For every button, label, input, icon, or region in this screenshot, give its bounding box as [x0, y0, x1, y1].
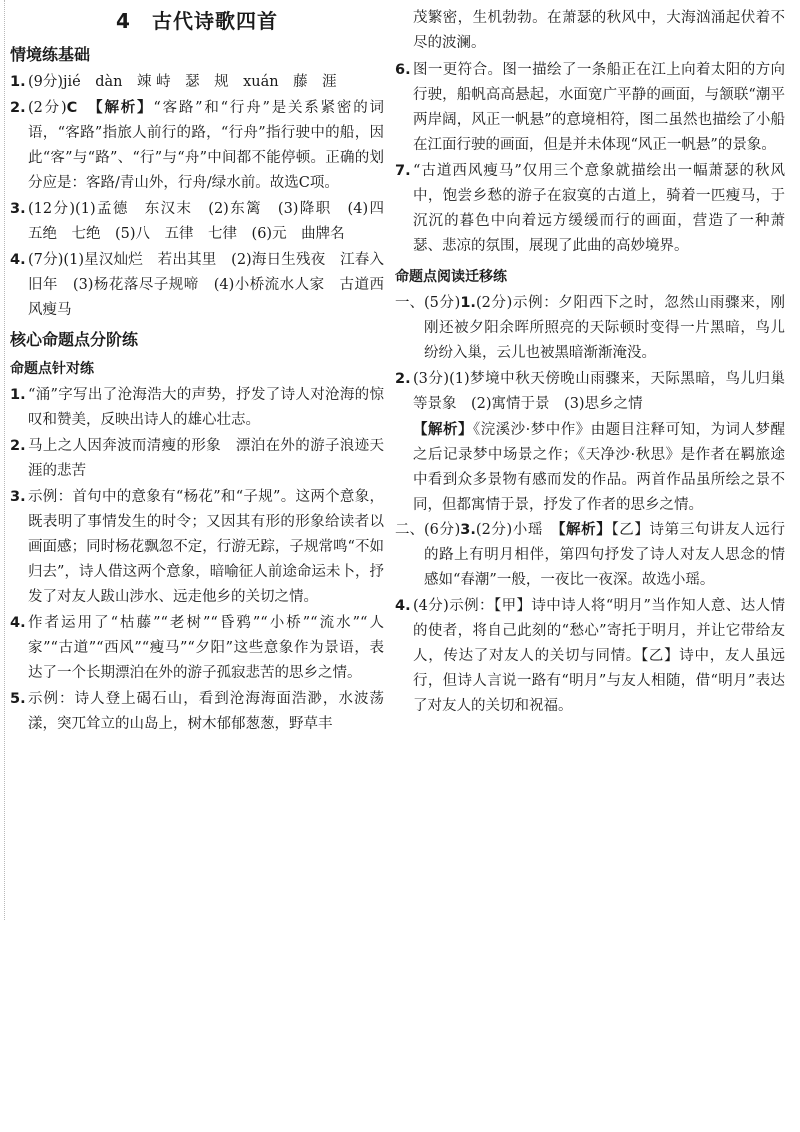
column-divider — [4, 0, 5, 920]
item-number: 4. — [395, 598, 411, 614]
item-number: 5. — [10, 691, 26, 707]
subsection-heading-transfer: 命题点阅读迁移练 — [395, 269, 507, 285]
answer-item — [395, 159, 785, 259]
score-label: (5分) — [424, 295, 461, 311]
item-number: 1. — [10, 387, 26, 403]
answer-item — [10, 611, 384, 686]
answer-item — [10, 70, 384, 95]
item-text: (12分)(1)孟德 东汉末 (2)东篱 (3)降职 (4)四 五绝 七绝 (5)八 五律 七律 (6)元 曲牌名 — [28, 201, 399, 242]
item-text: “古道西风瘦马”仅用三个意象就描绘出一幅萧瑟的秋风中，饱尝乡愁的游子在寂寞的古道上，骑着一匹瘦马，于沉沉的暮色中向着远方缓缓而行的画面，营造了一种萧瑟、悲凉的氛围，展现了此曲的高妙境界。 — [413, 163, 785, 254]
answer-item — [395, 58, 785, 158]
analysis-tag: 【解析】 — [95, 100, 154, 116]
item-text — [424, 518, 785, 593]
item-number: 1. — [460, 295, 476, 311]
continued-text: 茂繁密，生机勃勃。在萧瑟的秋风中，大海汹涌起伏着不尽的波澜。 — [413, 10, 785, 51]
item-text — [424, 291, 785, 366]
item-text: 示例：首句中的意象有“杨花”和“子规”。这两个意象，既表明了事情发生的时令；又因其有形的形象给读者以画面感；同时杨花飘忽不定，行游无踪，子规常鸣“不如归去”，诗人借这两个意象，暗喻征人前途命运未卜，抒发了对友人跋山涉水、远走他乡的关切之情。 — [28, 489, 384, 605]
answer-item — [10, 485, 384, 610]
answer-item — [10, 434, 384, 484]
item-text: 示例：诗人登上碣石山，看到沧海海面浩渺，水波荡漾，突兀耸立的山岛上，树木郁郁葱葱，野草丰 — [28, 691, 384, 732]
group-number: 一、 — [395, 295, 424, 311]
item-text: 作者运用了“枯藤”“老树”“昏鸦”“小桥”“流水”“人家”“古道”“西风”“瘦马”“夕阳”这些意象作为景语，表达了一个长期漂泊在外的游子孤寂悲苦的思乡之情。 — [28, 615, 384, 681]
section-heading-basics: 情境练基础 — [10, 45, 91, 64]
analysis-text: 《浣溪沙·梦中作》由题目注释可知，为词人梦醒之后记录梦中场景之作；《天净沙·秋思》是作者在羁旅途中看到众多景物有感而发的作品。两首作品虽所绘之景不同，但都寓情于景，抒发了作者的思乡之情。 — [413, 422, 786, 513]
item-text: (7分)(1)星汉灿烂 若出其里 (2)海日生残夜 江春入旧年 (3)杨花落尽子规啼 (4)小桥流水人家 古道西风瘦马 — [28, 252, 384, 318]
item-text: (3分)(1)梦境中秋天傍晚山雨骤来，天际黑暗，鸟儿归巢等景象 (2)寓情于景 (3)思乡之情 — [413, 371, 785, 412]
item-text: 马上之人因奔波而清瘦的形象 漂泊在外的游子浪迹天涯的悲苦 — [28, 438, 384, 479]
analysis-text: 【乙】诗第三句讲友人远行的路上有明月相伴，第四句抒发了诗人对友人思念的情感如“春潮”一般，一夜比一夜深。故选小瑶。 — [424, 522, 786, 588]
answer-text: (2分)示例：夕阳西下之时，忽然山雨骤来，刚刚还被夕阳余晖所照亮的天际顿时变得一片黑暗，鸟儿纷纷入巢，云儿也被黑暗渐渐淹没。 — [424, 295, 785, 361]
section-heading-core: 核心命题点分阶练 — [10, 330, 139, 349]
item-number: 3. — [10, 201, 26, 217]
item-number: 3. — [10, 489, 26, 505]
score-label: (2分) — [28, 100, 67, 116]
answer-item — [10, 197, 399, 247]
item-number: 3. — [460, 522, 476, 538]
answer-item — [10, 687, 384, 737]
answer-group — [395, 518, 785, 593]
score-label: (6分) — [424, 522, 461, 538]
item-number: 7. — [395, 163, 411, 179]
analysis-tag: 【解析】 — [558, 522, 612, 538]
item-number: 2. — [10, 438, 26, 454]
group-number: 二、 — [395, 522, 424, 538]
item-number: 6. — [395, 62, 411, 78]
right-column — [395, 0, 785, 720]
item-text: 图一更符合。图一描绘了一条船正在江上向着太阳的方向行驶，船帆高高悬起，水面宽广平静的画面，与颔联“潮平两岸阔，风正一帆悬”的意境相符，图二虽然也描绘了小船在江面行驶的画面，但是并未体现“风正一帆悬”的景象。 — [413, 62, 785, 153]
page-title: 4 古代诗歌四首 — [116, 9, 278, 33]
item-number: 4. — [10, 252, 26, 268]
answer-choice: C — [66, 100, 78, 116]
analysis-text: “客路”和“行舟”是关系紧密的词语，“客路”指旅人前行的路，“行舟”指行驶中的船，因此“客”与“路”、“行”与“舟”中间都不能停顿。正确的划分应是：客路/青山外，行舟/绿水前。故选C项。 — [28, 100, 385, 191]
subsection-heading-targeted: 命题点针对练 — [10, 361, 94, 377]
answer-item — [395, 367, 785, 417]
item-number: 2. — [395, 371, 411, 387]
answer-group — [395, 291, 785, 366]
item-text: (9分)jié dàn 竦 峙 瑟 规 xuán 藤 涯 — [28, 74, 337, 90]
item-text: “涌”字写出了沧海浩大的声势，抒发了诗人对沧海的惊叹和赞美，反映出诗人的雄心壮志。 — [28, 387, 384, 428]
item-text: (4分)示例：【甲】诗中诗人将“明月”当作知人意、达人情的使者，将自己此刻的“愁心”寄托于明月，并让它带给友人，传达了对友人的关切与同情。【乙】诗中，友人虽远行，但诗人言说一路有“明月”与友人相随，借“明月”表达了对友人的关切和祝福。 — [413, 598, 785, 714]
answer-item — [10, 248, 384, 323]
answer-item — [10, 96, 384, 196]
item-text — [28, 96, 384, 196]
left-column — [10, 0, 399, 738]
item-number: 4. — [10, 615, 26, 631]
item-number: 2. — [10, 100, 26, 116]
answer-item — [395, 594, 785, 719]
answer-text: (2分)小瑶 — [475, 522, 559, 538]
analysis-tag: 【解析】 — [413, 422, 473, 438]
answer-item — [10, 383, 384, 433]
analysis-block — [395, 418, 785, 518]
item-number: 1. — [10, 74, 26, 90]
